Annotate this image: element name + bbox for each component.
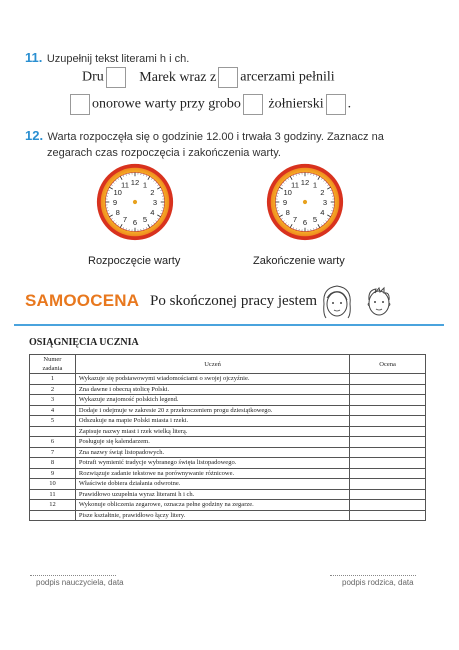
- clock-number: 12: [130, 177, 140, 187]
- row-skill: Wykonuje obliczenia zegarowe, oznacza pełne godziny na zegarze.: [75, 500, 349, 511]
- table-row: [30, 489, 426, 500]
- clock-center: [133, 200, 137, 204]
- row-number: [30, 510, 76, 521]
- fill-text: .: [347, 96, 352, 112]
- row-grade-cell[interactable]: [350, 468, 426, 479]
- row-grade-cell[interactable]: [350, 510, 426, 521]
- fill-text: onorowe warty przy grobo: [92, 96, 241, 112]
- row-number: 11: [30, 489, 76, 500]
- header-student: Uczeń: [75, 355, 349, 374]
- clock-number: 7: [292, 215, 298, 225]
- letter-box[interactable]: [106, 67, 126, 88]
- row-skill: Potrafi wymienić tradycje wybranego święta listopadowego.: [75, 458, 349, 469]
- clock-number: 12: [300, 177, 310, 187]
- clock-number: 10: [283, 187, 292, 197]
- table-row: [30, 437, 426, 448]
- parent-signature-line[interactable]: [330, 575, 416, 576]
- parent-signature-label: podpis rodzica, data: [342, 578, 414, 587]
- row-skill: Posługuje się kalendarzem.: [75, 437, 349, 448]
- clock-center: [303, 200, 307, 204]
- table-row: [30, 510, 426, 521]
- row-grade-cell[interactable]: [350, 500, 426, 511]
- row-number: 10: [30, 479, 76, 490]
- row-grade-cell[interactable]: [350, 479, 426, 490]
- samoocena-title: SAMOOCENA: [25, 291, 140, 310]
- row-number: 4: [30, 405, 76, 416]
- boy-face-icon[interactable]: [360, 282, 398, 322]
- clock-number: 4: [320, 207, 325, 217]
- task-instruction: Uzupełnij tekst literami h i ch.: [46, 53, 190, 65]
- clock-number: 9: [112, 197, 118, 207]
- header-num: Numer zadania: [30, 355, 76, 374]
- row-number: 5: [30, 416, 76, 427]
- clock-number: 5: [312, 215, 318, 225]
- teacher-signature-label: podpis nauczyciela, data: [36, 578, 124, 587]
- row-grade-cell[interactable]: [350, 447, 426, 458]
- clock-number: 4: [150, 207, 155, 217]
- row-skill: Rozwiązuje zadanie tekstowe na porównywanie różnicowe.: [75, 468, 349, 479]
- clock-number: 1: [142, 180, 148, 190]
- letter-box[interactable]: [326, 94, 346, 115]
- table-row: [30, 500, 426, 511]
- task-11-header: [25, 49, 189, 67]
- table-row: [30, 447, 426, 458]
- clock-number: 3: [322, 197, 328, 207]
- letter-box[interactable]: [70, 94, 90, 115]
- clock-number: 5: [142, 215, 148, 225]
- row-number: 2: [30, 384, 76, 395]
- table-row: [30, 416, 426, 427]
- table-row: [30, 405, 426, 416]
- row-grade-cell[interactable]: [350, 489, 426, 500]
- clock-number: 2: [320, 187, 325, 197]
- table-header-row: [30, 355, 426, 374]
- clock-start-label: Rozpoczęcie warty: [88, 255, 181, 267]
- row-skill: Zapisuje nazwy miast i rzek wielką literą.: [75, 426, 349, 437]
- task-number: 11.: [25, 50, 43, 65]
- row-grade-cell[interactable]: [350, 395, 426, 406]
- girl-face-icon[interactable]: [318, 282, 356, 322]
- row-grade-cell[interactable]: [350, 384, 426, 395]
- section-divider: [14, 324, 444, 326]
- fill-text: Dru: [82, 69, 104, 85]
- row-grade-cell[interactable]: [350, 458, 426, 469]
- row-skill: Wykazuje się podstawowymi wiadomościami o swojej ojczyźnie.: [75, 374, 349, 385]
- clock-number: 11: [121, 180, 129, 190]
- row-skill: Zna dawne i obecną stolicę Polski.: [75, 384, 349, 395]
- header-grade: Ocena: [350, 355, 426, 374]
- table-row: [30, 395, 426, 406]
- row-grade-cell[interactable]: [350, 405, 426, 416]
- row-number: 12: [30, 500, 76, 511]
- clock-number: 3: [152, 197, 158, 207]
- table-row: [30, 468, 426, 479]
- table-row: [30, 384, 426, 395]
- row-number: 1: [30, 374, 76, 385]
- row-grade-cell[interactable]: [350, 374, 426, 385]
- achievements-table: [29, 354, 426, 521]
- row-number: 9: [30, 468, 76, 479]
- row-skill: Prawidłowo uzupełnia wyraz literami h i ch.: [75, 489, 349, 500]
- clock-number: 1: [312, 180, 318, 190]
- teacher-signature-line[interactable]: [30, 575, 116, 576]
- clock-number: 7: [122, 215, 128, 225]
- clock-number: 6: [302, 217, 308, 227]
- clock-number: 6: [132, 217, 138, 227]
- clock-start[interactable]: [95, 161, 175, 243]
- task-number: 12.: [25, 128, 44, 143]
- table-row: [30, 458, 426, 469]
- fill-line-1: [82, 67, 335, 88]
- row-number: 3: [30, 395, 76, 406]
- fill-line-2: [68, 94, 351, 115]
- task-instruction: Warta rozpoczęła się o godzinie 12.00 i trwała 3 godziny. Zaznacz na: [47, 131, 384, 143]
- clock-number: 2: [150, 187, 155, 197]
- row-number: 7: [30, 447, 76, 458]
- fill-text: Marek wraz z: [139, 69, 217, 85]
- clock-number: 9: [282, 197, 288, 207]
- row-skill: Dodaje i odejmuje w zakresie 20 z przekroczeniem progu dziesiątkowego.: [75, 405, 349, 416]
- row-grade-cell[interactable]: [350, 426, 426, 437]
- letter-box[interactable]: [243, 94, 263, 115]
- samoocena-text: Po skończonej pracy jestem: [150, 293, 318, 309]
- row-grade-cell[interactable]: [350, 437, 426, 448]
- row-skill: Zna nazwy świąt listopadowych.: [75, 447, 349, 458]
- letter-box[interactable]: [218, 67, 238, 88]
- clock-end-label: Zakończenie warty: [253, 255, 345, 267]
- clock-number: 10: [113, 187, 122, 197]
- row-number: 6: [30, 437, 76, 448]
- row-number: 8: [30, 458, 76, 469]
- clock-number: 11: [291, 180, 299, 190]
- row-skill: Pisze kształtnie, prawidłowo łączy litery.: [75, 510, 349, 521]
- task-12-header: [25, 127, 445, 159]
- row-number: [30, 426, 76, 437]
- row-grade-cell[interactable]: [350, 416, 426, 427]
- table-row: [30, 479, 426, 490]
- row-skill: Odszukuje na mapie Polski miasta i rzeki.: [75, 416, 349, 427]
- table-row: [30, 426, 426, 437]
- table-row: [30, 374, 426, 385]
- row-skill: Właściwie dobiera działania odwrotne.: [75, 479, 349, 490]
- fill-text: arcerzami pełnili: [240, 69, 335, 85]
- fill-text: żołnierski: [268, 96, 324, 112]
- clock-end[interactable]: [265, 161, 345, 243]
- row-skill: Wykazuje znajomość polskich legend.: [75, 395, 349, 406]
- task-instruction-cont: zegarach czas rozpoczęcia i zakończenia warty.: [47, 147, 281, 159]
- achievements-title: OSIĄGNIĘCIA UCZNIA: [29, 337, 139, 348]
- clock-number: 8: [115, 207, 120, 217]
- clock-number: 8: [285, 207, 290, 217]
